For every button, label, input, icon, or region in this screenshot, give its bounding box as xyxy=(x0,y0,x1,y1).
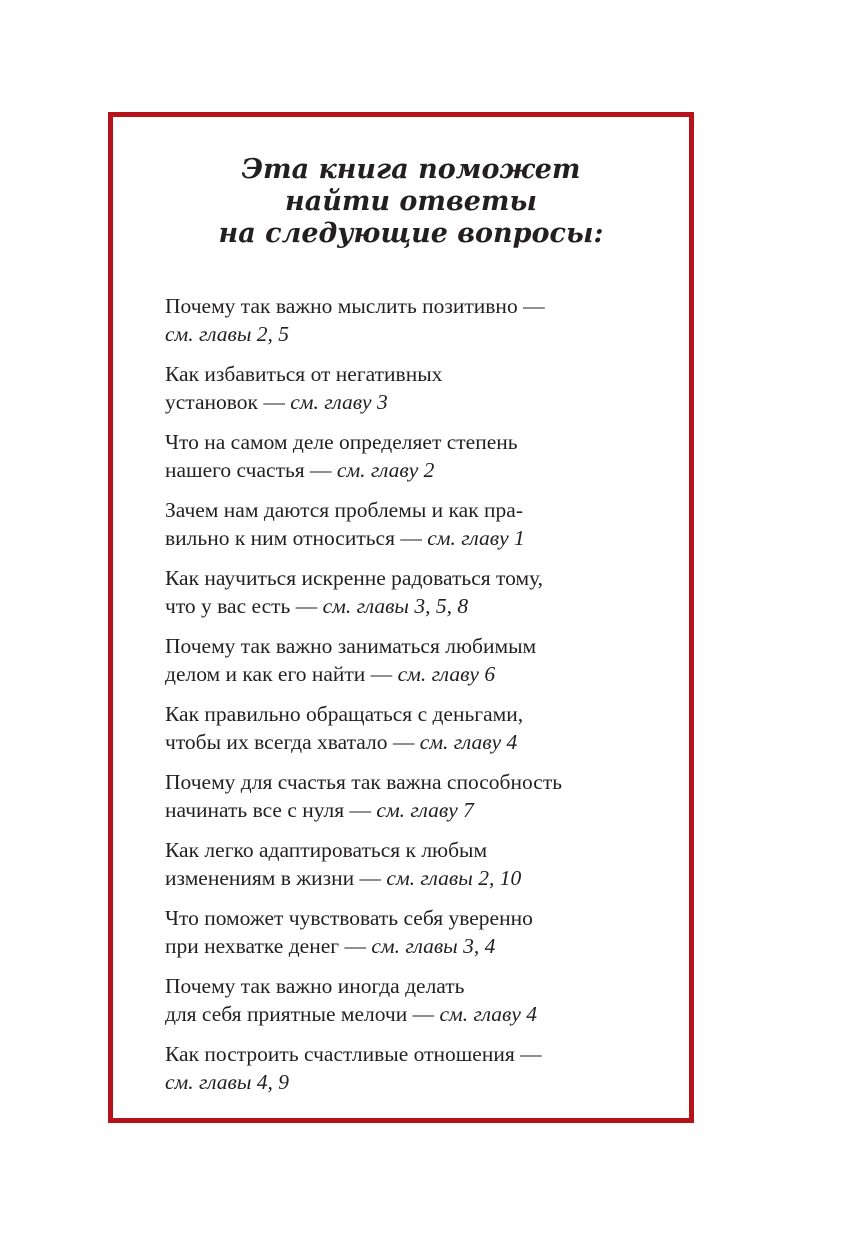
chapter-reference: см. главы 2, 5 xyxy=(165,322,290,346)
question-item xyxy=(165,768,665,836)
question-text: Как правильно обращаться с деньгами, xyxy=(165,702,524,726)
question-text-cont: изменениям в жизни — xyxy=(165,866,387,890)
question-item xyxy=(165,564,665,632)
question-item xyxy=(165,700,665,768)
chapter-reference: см. главу 1 xyxy=(427,526,525,550)
chapter-reference: см. главу 4 xyxy=(439,1002,538,1026)
question-text-cont: чтобы их всегда хватало — xyxy=(165,730,420,754)
question-list xyxy=(165,292,665,1108)
question-text-cont: что у вас есть — xyxy=(165,594,323,618)
question-text: Почему для счастья так важна способность xyxy=(165,770,563,794)
question-item xyxy=(165,904,665,972)
question-text-cont: нашего счастья — xyxy=(165,458,337,482)
question-text-cont: для себя приятные мелочи — xyxy=(165,1002,440,1026)
title-line: найти ответы xyxy=(285,186,537,217)
chapter-reference: см. главы 3, 4 xyxy=(371,934,496,958)
question-text: Что на самом деле определяет степень xyxy=(165,430,518,454)
chapter-reference: см. главу 3 xyxy=(290,390,388,414)
question-item xyxy=(165,836,665,904)
chapter-reference: см. главу 6 xyxy=(397,662,496,686)
question-text-cont: вильно к ним относиться — xyxy=(165,526,428,550)
question-text-cont: делом и как его найти — xyxy=(165,662,398,686)
title-line: Эта книга поможет xyxy=(241,154,581,185)
title-line: на следующие вопросы: xyxy=(218,218,604,249)
question-text-cont: установок — xyxy=(165,390,291,414)
question-item xyxy=(165,292,665,360)
chapter-reference: см. главу 2 xyxy=(336,458,435,482)
chapter-reference: см. главы 2, 10 xyxy=(386,866,522,890)
question-text: Почему так важно заниматься любимым xyxy=(165,634,537,658)
question-text: Как построить счастливые отношения — xyxy=(165,1042,542,1066)
chapter-reference: см. главы 3, 5, 8 xyxy=(322,594,469,618)
question-item xyxy=(165,428,665,496)
question-item xyxy=(165,496,665,564)
question-item xyxy=(165,1040,665,1108)
page-title xyxy=(0,154,844,250)
question-text: Что поможет чувствовать себя уверенно xyxy=(165,906,533,930)
chapter-reference: см. главу 7 xyxy=(376,798,474,822)
chapter-reference: см. главу 4 xyxy=(419,730,518,754)
question-text: Зачем нам даются проблемы и как пра- xyxy=(165,498,523,522)
question-text: Почему так важно мыслить позитивно — xyxy=(165,294,545,318)
question-text: Как легко адаптироваться к любым xyxy=(165,838,488,862)
question-text-cont: начинать все с нуля — xyxy=(165,798,377,822)
question-item xyxy=(165,632,665,700)
question-text-cont: при нехватке денег — xyxy=(165,934,372,958)
question-text: Как избавиться от негативных xyxy=(165,362,443,386)
question-item xyxy=(165,360,665,428)
chapter-reference: см. главы 4, 9 xyxy=(165,1070,290,1094)
question-text: Как научиться искренне радоваться тому, xyxy=(165,566,544,590)
question-item xyxy=(165,972,665,1040)
question-text: Почему так важно иногда делать xyxy=(165,974,465,998)
